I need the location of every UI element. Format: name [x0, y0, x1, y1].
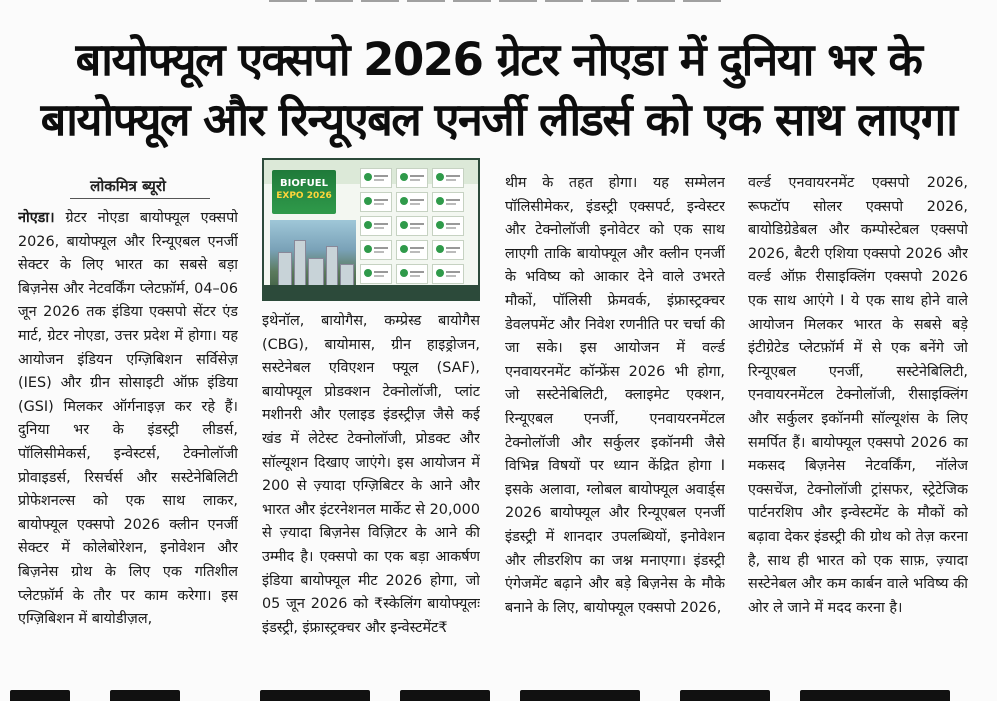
article-column-3 [505, 172, 725, 684]
article-column-1 [18, 207, 238, 673]
byline: लोकमित्र ब्यूरो [90, 177, 166, 195]
byline-underline [70, 198, 210, 199]
column-4-text: वर्ल्ड एनवायरनमेंट एक्सपो 2026, रूफटॉप सोलर एक्सपो 2026, बायोडिग्रेडेबल और कम्पोस्टेबल एक्सपो 2026, बैटरी एशिया एक्सपो 2026 और वर्ल्ड ऑफ़ रीसाइक्लिंग एक्सपो 2026 एक साथ आएंगे I ये एक साथ होने वाले आयोजन मिलकर भारत के सबसे बड़े इंटीग्रेटेड प्लेटफ़ॉर्म में से एक बनेंगे जो रिन्यूएबल एनर्जी, सस्टेनेबिलिटी, एनवायरनमेंटल टेक्नोलॉजी, रीसाइक्लिंग और सर्कुलर इकॉनमी सॉल्यूशंस के लिए समर्पित हैं। बायोफ्यूल एक्सपो 2026 का मकसद बिज़नेस नेटवर्किंग, नॉलेज एक्सचेंज, टेक्नोलॉजी ट्रांसफर, स्ट्रेटेजिक पार्टनरशिप और इन्वेस्टमेंट के मौकों को बढ़ावा देकर इंडस्ट्री की ग्रोथ को तेज़ करना है, साथ ही भारत को एक साफ़, ज़्यादा सस्टेनेबल और कम कार्बन वाले भविष्य की ओर ले जाने में मदद करना है। [748, 175, 968, 616]
headline [8, 30, 989, 150]
column-2-text: इथेनॉल, बायोगैस, कम्प्रेस्ड बायोगैस (CBG), बायोमास, ग्रीन हाइड्रोजन, सस्टेनेबल एविएशन फ्यूल (SAF), बायोफ्यूल प्रोडक्शन टेक्नोलॉजी, प्लांट मशीनरी और एलाइड इंडस्ट्रीज़ जैसे कई खंड में लेटेस्ट टेक्नोलॉजी, प्रोडक्ट और सॉल्यूशन दिखाए जाएंगे। इस आयोजन में 200 से ज़्यादा एग्ज़िबिटर के आने और भारत और इंटरनेशनल मार्केट से 20,000 से ज़्यादा बिज़नेस विज़िटर के आने की उम्मीद है। एक्सपो का एक बड़ा आकर्षण इंडिया बायोफ्यूल मीट 2026 होगा, जो 05 जून 2026 को ₹स्केलिंग बायोफ्यूलः इंडस्ट्री, इंफ्रास्ट्रक्चर और इन्वेस्टमेंट₹ [262, 313, 480, 636]
biofuel-expo-logo: BIOFUEL EXPO 2026 [272, 170, 336, 214]
article-column-4 [748, 172, 968, 684]
ad-footer-band [264, 285, 478, 299]
headline-line-1: बायोफ्यूल एक्सपो 2026 ग्रेटर नोएडा में दुनिया भर के [75, 33, 922, 86]
headline-line-2: बायोफ्यूल और रिन्यूएबल एनर्जी लीडर्स को एक साथ लाएगा [40, 93, 957, 146]
expo-advertisement-image [262, 158, 480, 301]
cropped-next-headline [0, 688, 997, 701]
column-3-text: थीम के तहत होगा। यह सम्मेलन पॉलिसीमेकर, इंडस्ट्री एक्सपर्ट, इन्वेस्टर और टेक्नोलॉजी इनोवेटर को एक साथ लाएगी ताकि बायोफ्यूल और क्लीन एनर्जी के भविष्य को आकार देने वाले उभरते मौकों, पॉलिसी फ्रेमवर्क, इंफ्रास्ट्रक्चर डेवलपमेंट और निवेश रणनीति पर चर्चा की जा सके। इस आयोजन में वर्ल्ड एनवायरनमेंट कॉन्फ्रेंस 2026 भी होगा, जो सस्टेनेबिलिटी, क्लाइमेट एक्शन, रिन्यूएबल एनर्जी, एनवायरनमेंटल टेक्नोलॉजी और सर्कुलर इकॉनमी जैसे विभिन्न विषयों पर ध्यान केंद्रित होगा I इसके अलावा, ग्लोबल बायोफ्यूल अवार्ड्स 2026 बायोफ्यूल और रिन्यूएबल एनर्जी इंडस्ट्री में शानदार उपलब्धियों, इनोवेशन और लीडरशिप का जश्न मनाएगा। इंडस्ट्री एंगेजमेंट बढ़ाने और बड़े बिज़नेस के मौके बनाने के लिए, बायोफ्यूल एक्सपो 2026, [505, 175, 725, 616]
ad-city-illustration [270, 220, 356, 294]
cropped-previous-story-line [0, 0, 997, 2]
column-1-text: ग्रेटर नोएडा बायोफ्यूल एक्सपो 2026, बायोफ्यूल और रिन्यूएबल एनर्जी सेक्टर के लिए भारत का सबसे बड़ा बिज़नेस और नेटवर्किंग प्लेटफ़ॉर्म, 04–06 जून 2026 तक इंडिया एक्सपो सेंटर एंड मार्ट, ग्रेटर नोएडा, उत्तर प्रदेश में होगा। यह आयोजन इंडियन एग्ज़िबिशन सर्विसेज़ (IES) और ग्रीन सोसाइटी ऑफ़ इंडिया (GSI) मिलकर ऑर्गनाइज़ कर रहे हैं। दुनिया भर के इंडस्ट्री लीडर्स, पॉलिसीमेकर्स, इन्वेस्टर्स, टेक्नोलॉजी प्रोवाइडर्स, रिसर्चर्स और सस्टेनेबिलिटी प्रोफेशनल्स को एक साथ लाकर, बायोफ्यूल एक्सपो 2026 क्लीन एनर्जी सेक्टर में कोलेबोरेशन, इनोवेशन और बिज़नेस ग्रोथ के लिए एक गतिशील प्लेटफ़ॉर्म के तौर पर काम करेगा। इस एग्ज़िबिशन में बायोडीज़ल, [18, 210, 238, 628]
dateline: नोएडा। [18, 210, 55, 226]
article-column-2 [262, 310, 480, 680]
